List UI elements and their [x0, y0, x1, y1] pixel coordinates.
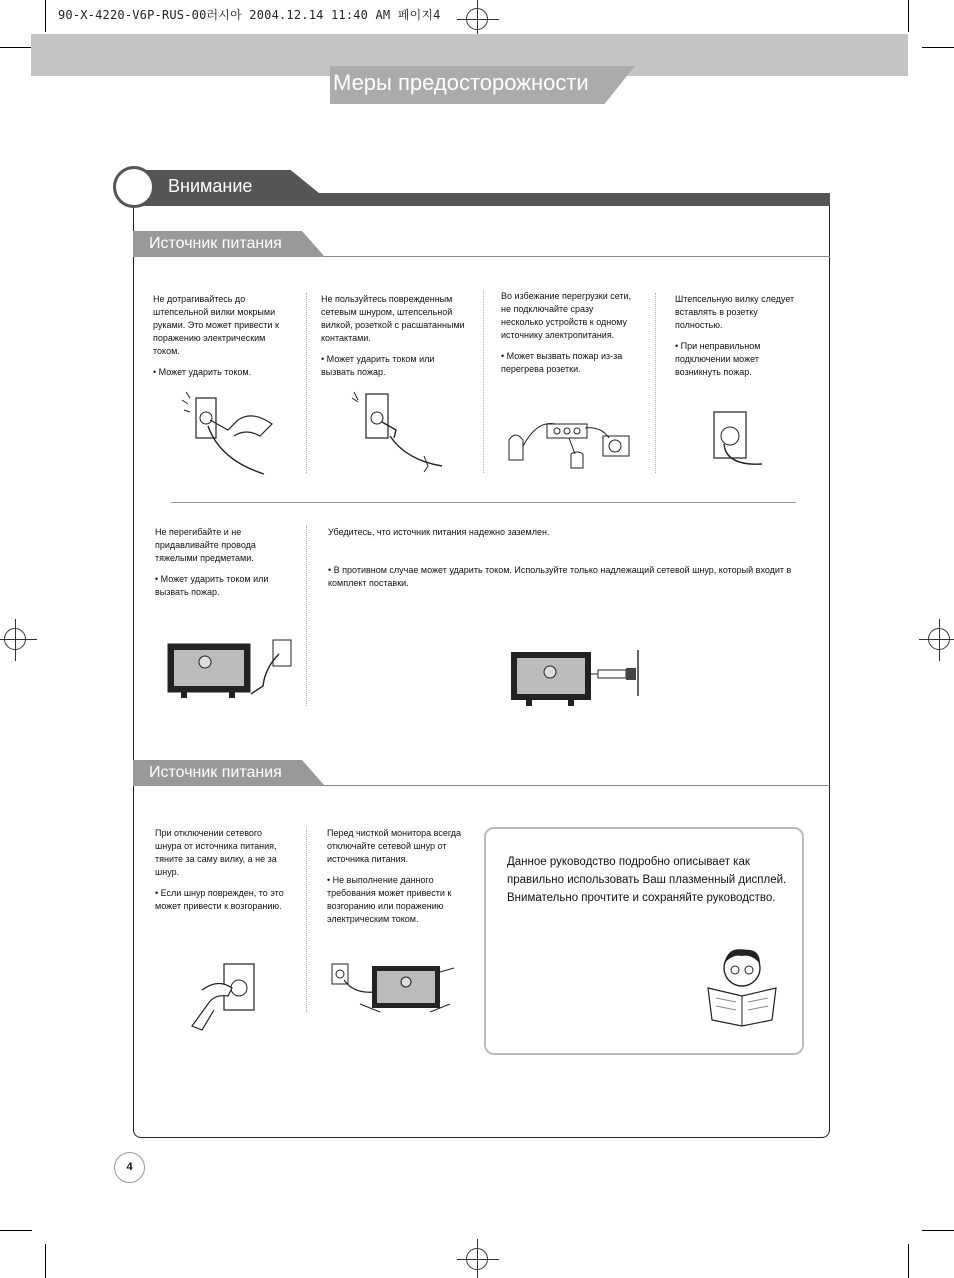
column-divider — [306, 526, 307, 706]
cord-under-tv-icon — [165, 638, 295, 700]
crop-mark — [45, 1244, 46, 1278]
item-bullet: • Может ударить током или вызвать пожар. — [321, 354, 435, 377]
item-text: При отключении сетевого шнура от источника питания, тяните за саму вилку, а не за шнур. — [155, 828, 277, 877]
row2-item-2 — [328, 526, 798, 590]
subsection-title: Источник питания — [149, 764, 282, 781]
item-text: Штепсельную вилку следует вставлять в розетку полностью. — [675, 294, 795, 330]
item-bullet: • Может вызвать пожар из-за перегрева розетки. — [501, 351, 623, 374]
item-text: Не пользуйтесь поврежденным сетевым шнуром, штепсельной вилкой, розеткой с расшатанными контактами. — [321, 294, 465, 343]
section-circle — [113, 166, 155, 208]
section-title: Внимание — [168, 176, 253, 196]
item-bullet: • При неправильном подключении может возникнуть пожар. — [675, 341, 761, 377]
crop-mark — [0, 47, 32, 48]
registration-mark — [928, 628, 950, 650]
wet-hand-plug-icon — [180, 390, 280, 475]
print-header: 90-X-4220-V6P-RUS-00러시아 2004.12.14 11:40 AM 페이지4 — [58, 8, 441, 22]
pull-plug-icon — [188, 960, 258, 1032]
item-text: Не перегибайте и не придавливайте провода тяжелыми предметами. — [155, 527, 256, 563]
page-number: 4 — [114, 1152, 145, 1183]
grounded-tv-icon — [508, 648, 643, 710]
plug-fully-inserted-icon — [708, 408, 768, 470]
column-divider — [306, 827, 307, 1012]
crop-mark — [908, 0, 909, 32]
crop-mark — [45, 0, 46, 32]
power-item-4 — [675, 293, 805, 379]
section2-item-1 — [155, 827, 288, 913]
crop-mark — [908, 1244, 909, 1278]
power-item-1 — [153, 293, 291, 379]
item-bullet: • Может ударить током. — [153, 367, 252, 377]
item-text: Не дотрагивайтесь до штепсельной вилки мокрыми руками. Это может привести к поражению электрическим током. — [153, 294, 279, 356]
crop-mark — [922, 47, 954, 48]
subsection-title: Источник питания — [149, 235, 282, 252]
item-bullet: • Может ударить током или вызвать пожар. — [155, 574, 269, 597]
item-text: Перед чисткой монитора всегда отключайте сетевой шнур от источника питания. — [327, 828, 461, 864]
item-bullet: • Если шнур поврежден, то это может привести к возгоранию. — [155, 888, 284, 911]
section2-item-2 — [327, 827, 462, 926]
item-text: Убедитесь, что источник питания надежно заземлен. — [328, 527, 550, 537]
registration-mark — [4, 628, 26, 650]
page-title: Меры предосторожности — [333, 70, 589, 95]
registration-mark — [466, 1248, 488, 1270]
crop-mark — [0, 1230, 32, 1231]
power-item-3 — [501, 290, 636, 376]
note-text: Данное руководство подробно описывает как правильно использовать Ваш плазменный дисплей. Внимательно прочтите и сохраняйте руководство. — [507, 856, 787, 904]
column-divider — [483, 290, 484, 473]
item-bullet: • В противном случае может ударить током. Используйте только надлежащий сетевой шнур, который входит в комплект поставки. — [328, 565, 792, 588]
column-divider — [306, 293, 307, 473]
unplug-before-cleaning-icon — [330, 960, 462, 1020]
row2-item-1 — [155, 526, 290, 599]
power-item-2 — [321, 293, 466, 379]
item-bullet: • Не выполнение данного требования может привести к возгоранию или поражению электрическим током. — [327, 875, 452, 924]
overloaded-outlet-icon — [505, 410, 635, 472]
reading-boy-icon — [702, 944, 780, 1028]
row-divider — [171, 502, 796, 503]
damaged-cord-icon — [350, 390, 445, 475]
column-divider — [655, 293, 656, 473]
registration-mark — [466, 8, 488, 30]
item-text: Во избежание перегрузки сети, не подключайте сразу несколько устройств к одному источнику электропитания. — [501, 291, 632, 340]
crop-mark — [922, 1230, 954, 1231]
